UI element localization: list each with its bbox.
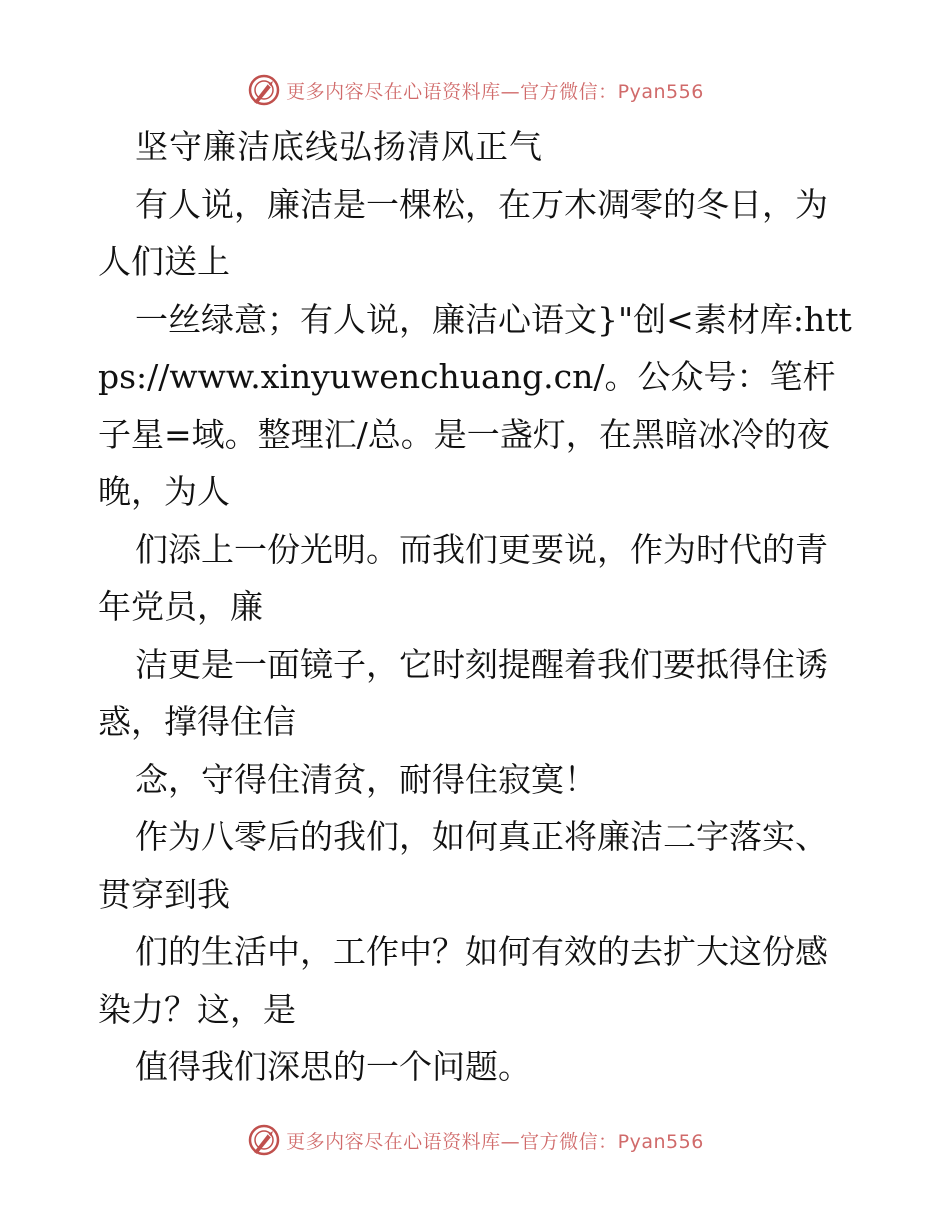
paragraph: 值得我们深思的一个问题。 bbox=[135, 1047, 531, 1086]
document-title: 坚守廉洁底线弘扬清风正气 bbox=[135, 127, 543, 166]
paragraph: 作为八零后的我们，如何真正将廉洁二字落实、贯穿到我 bbox=[98, 817, 828, 914]
paragraph: 有人说，廉洁是一棵松，在万木凋零的冬日，为人们送上 bbox=[98, 184, 828, 281]
paragraph: 们的生活中，工作中？如何有效的去扩大这份感染力？这，是 bbox=[98, 932, 828, 1029]
pen-nib-logo-icon bbox=[246, 1122, 282, 1158]
paragraph: 们添上一份光明。而我们更要说，作为时代的青年党员，廉 bbox=[98, 529, 828, 626]
pen-nib-logo-icon bbox=[246, 72, 282, 108]
document-body bbox=[98, 118, 858, 1096]
watermark-text: 更多内容尽在心语资料库—官方微信：Pyan556 bbox=[286, 80, 704, 103]
paragraph: 一丝绿意；有人说，廉洁心语文}"创<素材库:https://www.xinyuwenchuang.cn/。公众号：笔杆子星=域。整理汇/总。是一盏灯，在黑暗冰冷的夜晚，为人 bbox=[98, 299, 852, 511]
footer-watermark-banner bbox=[0, 1120, 950, 1160]
watermark-text: 更多内容尽在心语资料库—官方微信：Pyan556 bbox=[286, 1130, 704, 1153]
header-watermark-banner bbox=[0, 70, 950, 110]
paragraph: 念，守得住清贫，耐得住寂寞！ bbox=[135, 759, 597, 799]
paragraph: 洁更是一面镜子，它时刻提醒着我们要抵得住诱惑，撑得住信 bbox=[98, 644, 828, 741]
